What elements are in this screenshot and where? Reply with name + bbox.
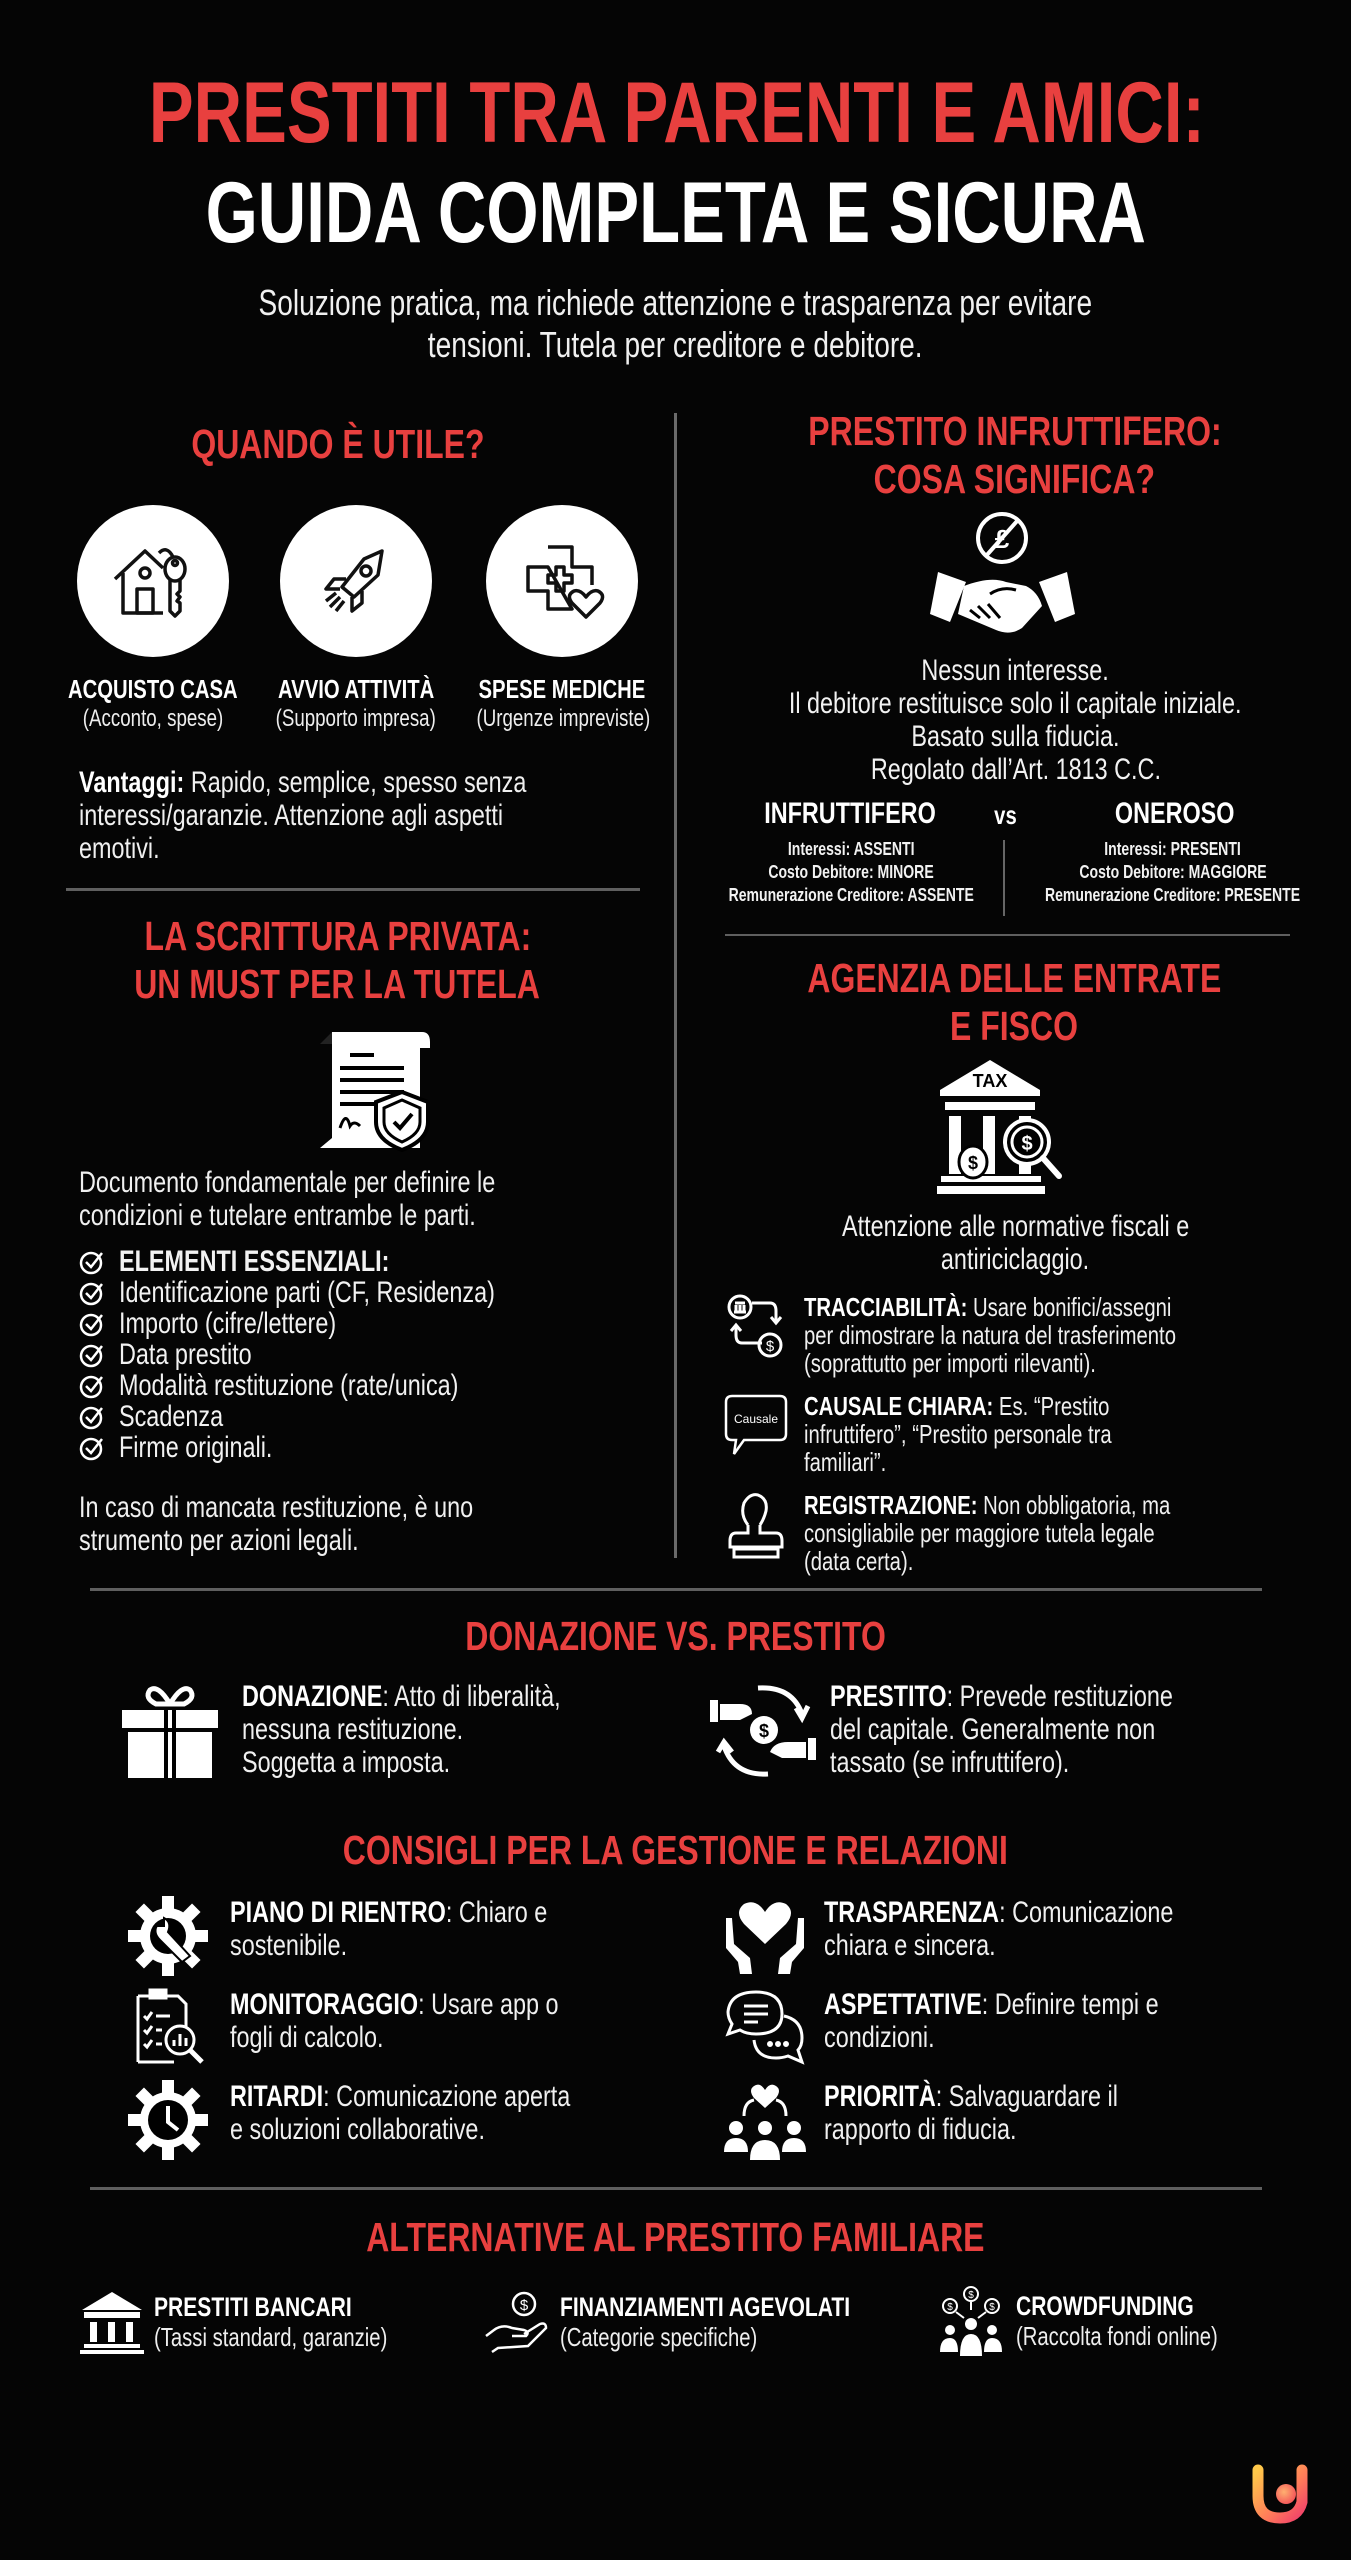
section-heading-donazione: DONAZIONE VS. PRESTITO (465, 1613, 886, 1659)
tax-building-icon (935, 1060, 1085, 1200)
divider-left-1 (66, 888, 640, 891)
check-circle-icon (79, 1342, 105, 1368)
checklist-item: Importo (cifre/lettere) (79, 1308, 669, 1339)
tip-aspettative: ASPETTATIVE: Definire tempi e condizioni. (722, 1988, 1322, 2068)
signed-document-shield-icon (310, 1028, 440, 1153)
comparison-right-title: ONEROSO (1115, 797, 1235, 830)
causale-speech-bubble-icon (722, 1392, 790, 1456)
use-case-label-house: ACQUISTO CASA (68, 674, 238, 704)
check-circle-icon (79, 1280, 105, 1306)
svg-text:$: $ (968, 2290, 974, 2301)
comparison-right-rows: Interessi: PRESENTI Costo Debitore: MAGGIORE Remunerazione Creditore: PRESENTE (1045, 839, 1301, 905)
tip-monitoraggio: MONITORAGGIO: Usare app o fogli di calcolo. (128, 1988, 688, 2068)
use-case-sub-house: (Acconto, spese) (82, 705, 224, 732)
use-case-house (77, 505, 229, 657)
svg-text:$: $ (967, 1153, 979, 1173)
checklist-item: Scadenza (79, 1401, 669, 1432)
svg-text:£: £ (994, 524, 1010, 554)
comparison-left-title: INFRUTTIFERO (764, 797, 936, 830)
svg-text:$: $ (989, 2302, 995, 2313)
use-case-rocket (280, 505, 432, 657)
svg-text:TAX: TAX (972, 1071, 1008, 1091)
check-circle-icon (79, 1311, 105, 1337)
money-exchange-hands-icon (708, 1680, 818, 1780)
bank-transfer-icon (722, 1293, 790, 1365)
donazione-item: DONAZIONE: Atto di liberalità, nessuna restituzione. Soggetta a imposta. (120, 1680, 680, 1780)
use-case-medical (486, 505, 638, 657)
essential-elements-checklist (79, 1246, 669, 1463)
crowd-coins-icon (938, 2286, 1012, 2356)
section-heading-consigli: CONSIGLI PER LA GESTIONE E RELAZIONI (342, 1827, 1009, 1873)
comparison-left-rows: Interessi: ASSENTI Costo Debitore: MINORE Remunerazione Creditore: ASSENTE (728, 839, 974, 905)
gear-wrench-icon (128, 1896, 208, 1976)
tip-priorita: PRIORITÀ: Salvaguardare il rapporto di fiducia. (722, 2080, 1322, 2160)
fisco-item-registrazione: REGISTRAZIONE: Non obbligatoria, ma consigliabile per maggiore tutela legale (data certa). (722, 1491, 1342, 1575)
gear-clock-icon (128, 2080, 208, 2160)
use-case-sub-medical: (Urgenze impreviste) (476, 705, 651, 732)
check-circle-icon (79, 1249, 105, 1275)
scrittura-intro: Documento fondamentale per definire le condizioni e tutelare entrambe le parti. (79, 1166, 496, 1232)
check-circle-icon (79, 1404, 105, 1430)
tip-trasparenza: TRASPARENZA: Comunicazione chiara e sincera. (722, 1896, 1322, 1976)
gift-icon (120, 1680, 220, 1780)
svg-text:$: $ (765, 1338, 775, 1355)
brand-logo-icon (1250, 2462, 1314, 2526)
heart-hands-icon (722, 1896, 808, 1976)
page-title-line2: GUIDA COMPLETA E SICURA (205, 165, 1146, 261)
divider-right-1 (725, 934, 1290, 936)
use-case-label-medical: SPESE MEDICHE (478, 674, 646, 704)
checklist-item: Identificazione parti (CF, Residenza) (79, 1277, 669, 1308)
people-heart-icon (722, 2080, 808, 2160)
section-heading-when-useful: QUANDO È UTILE? (190, 421, 485, 467)
alternative-finanziamenti-agevolati: $ FINANZIAMENTI AGEVOLATI (Categorie specifiche) (484, 2290, 932, 2354)
checklist-item: Data prestito (79, 1339, 669, 1370)
section-heading-alternative: ALTERNATIVE AL PRESTITO FAMILIARE (366, 2214, 985, 2260)
fisco-intro: Attenzione alle normative fiscali e antiriciclaggio. (841, 1210, 1190, 1276)
svg-text:Causale: Causale (733, 1412, 779, 1426)
check-circle-icon (79, 1373, 105, 1399)
tip-ritardi: RITARDI: Comunicazione aperta e soluzioni collaborative. (128, 2080, 688, 2160)
comparison-vs: vs (993, 800, 1017, 830)
divider-full-1 (90, 1588, 1262, 1591)
infruttifero-description: Nessun interesse. Il debitore restituisce solo il capitale iniziale. Basato sulla fiducia. Regolato dall’Art. 1813 C.C. (789, 654, 1242, 786)
page-subtitle: Soluzione pratica, ma richiede attenzione e trasparenza per evitare tensioni. Tutela per creditore e debitore. (258, 282, 1093, 365)
house-key-icon (77, 505, 229, 657)
use-case-label-rocket: AVVIO ATTIVITÀ (277, 674, 435, 704)
scrittura-outro: In caso di mancata restituzione, è uno strumento per azioni legali. (79, 1491, 474, 1557)
chat-bubbles-icon (722, 1988, 808, 2068)
use-case-sub-rocket: (Supporto impresa) (275, 705, 437, 732)
hand-coin-icon (484, 2290, 556, 2354)
svg-text:$: $ (758, 1721, 770, 1741)
tip-piano-rientro: PIANO DI RIENTRO: Chiaro e sostenibile. (128, 1896, 688, 1976)
medical-cross-heart-icon (486, 505, 638, 657)
clipboard-analysis-icon (128, 1988, 208, 2068)
svg-text:$: $ (519, 2297, 529, 2314)
bank-icon (80, 2290, 148, 2354)
section-heading-infruttifero: PRESTITO INFRUTTIFERO: COSA SIGNIFICA? (807, 408, 1222, 502)
rocket-icon (280, 505, 432, 657)
check-circle-icon (79, 1435, 105, 1461)
page-title-line1: PRESTITI TRA PARENTI E AMICI: (148, 65, 1205, 161)
svg-text:$: $ (1021, 1133, 1033, 1155)
prestito-item: $ PRESTITO: Prevede restituzione del capitale. Generalmente non tassato (se infruttifero). (708, 1680, 1328, 1780)
stamp-icon (722, 1491, 790, 1561)
fisco-item-tracciabilita: $ TRACCIABILITÀ: Usare bonifici/assegni per dimostrare la natura del trasferimento (soprattutto per importi rilevanti). (722, 1293, 1342, 1377)
section-heading-fisco: AGENZIA DELLE ENTRATE E FISCO (807, 955, 1222, 1049)
comparison-divider (1003, 840, 1005, 916)
checklist-item: ELEMENTI ESSENZIALI: (79, 1246, 669, 1277)
svg-text:$: $ (947, 2302, 953, 2313)
checklist-item: Firme originali. (79, 1432, 669, 1463)
section-heading-scrittura: LA SCRITTURA PRIVATA: UN MUST PER LA TUTELA (134, 913, 541, 1007)
checklist-item: Modalità restituzione (rate/unica) (79, 1370, 669, 1401)
alternative-prestiti-bancari: PRESTITI BANCARI (Tassi standard, garanzie) (80, 2290, 453, 2354)
alternative-crowdfunding: $ $ $ CROWDFUNDING (Raccolta fondi online) (938, 2286, 1275, 2356)
fisco-item-causale: Causale CAUSALE CHIARA: Es. “Prestito infruttifero”, “Prestito personale tra familiari”. (722, 1392, 1342, 1476)
handshake-no-interest-icon (930, 510, 1075, 640)
advantages-text: Vantaggi: Rapido, semplice, spesso senza interessi/garanzie. Attenzione agli aspetti emotivi. (79, 766, 527, 865)
divider-full-2 (90, 2187, 1262, 2190)
